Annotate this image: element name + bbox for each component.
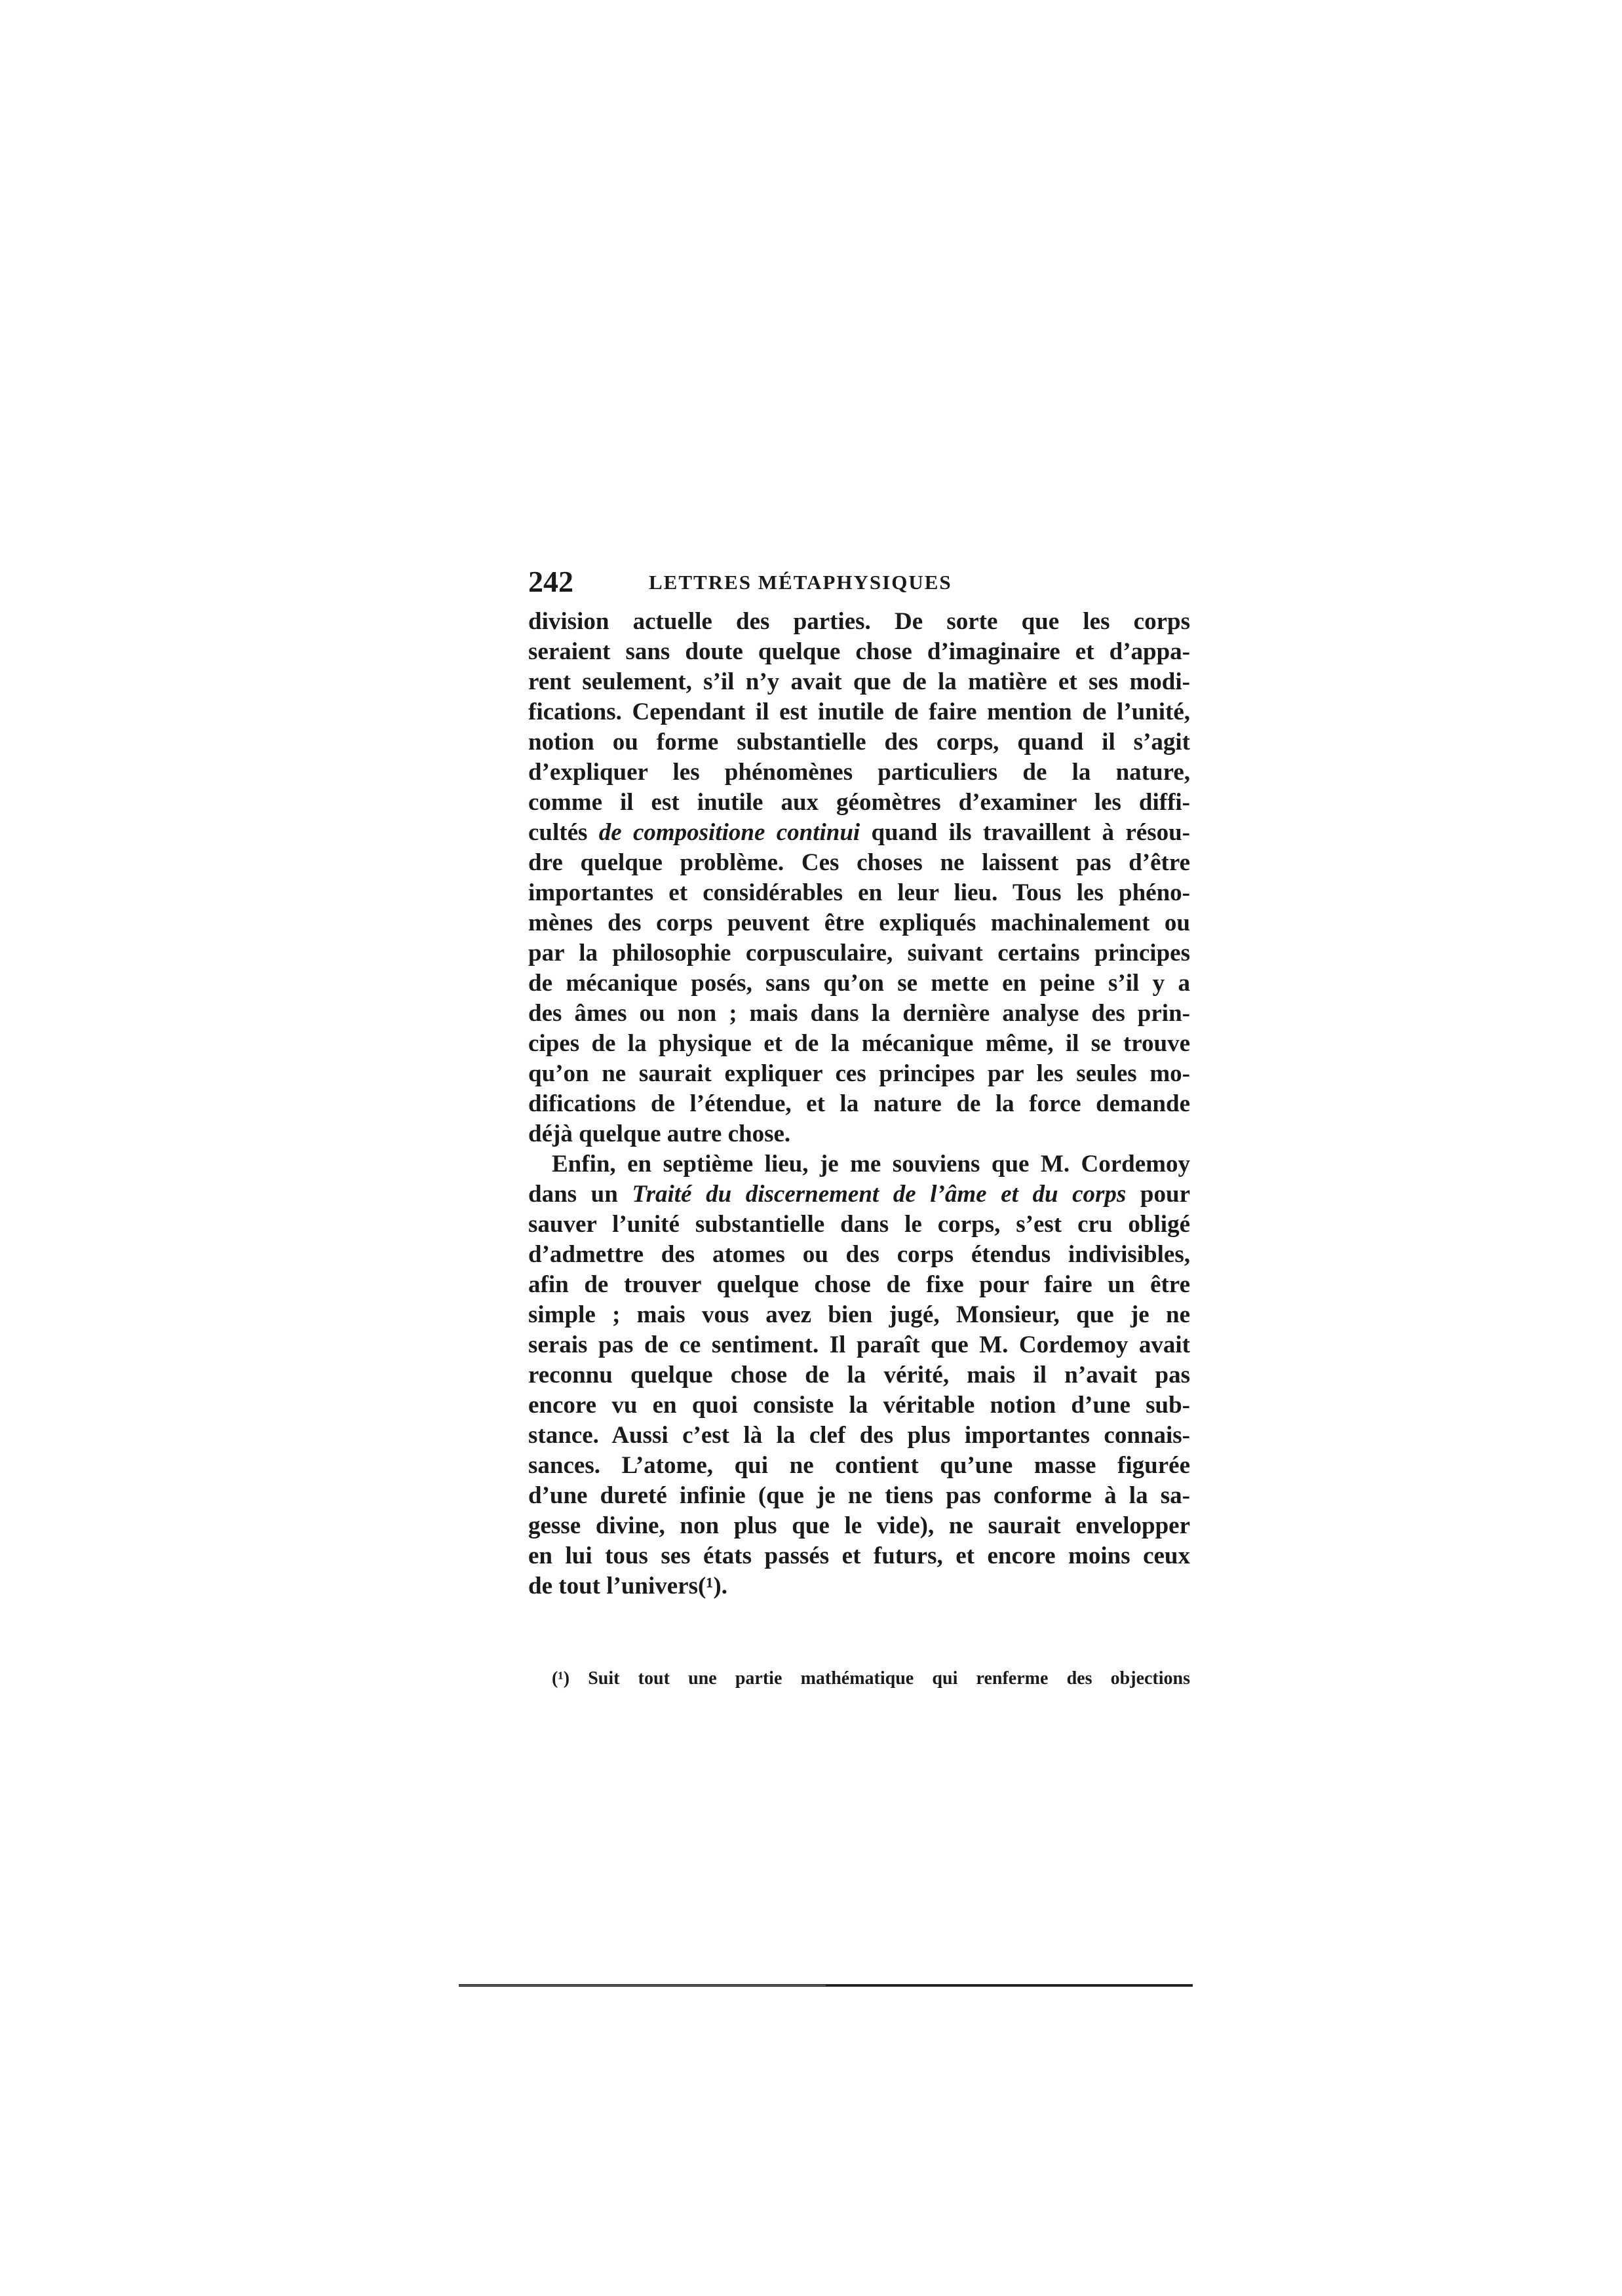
text-line: mènes des corps peuvent être expliqués machinalement ou <box>528 909 1190 936</box>
text-line: déjà quelque autre chose. <box>528 1120 791 1147</box>
text-line: encore vu en quoi consiste la véritable notion d’une sub- <box>528 1392 1190 1419</box>
text-line: d’expliquer les phénomènes particuliers de la nature, <box>528 759 1190 786</box>
page-number: 242 <box>528 565 573 598</box>
text-line: importantes et considérables en leur lieu. Tous les phéno- <box>528 879 1190 906</box>
text-line: d’une dureté infinie (que je ne tiens pas conforme à la sa- <box>528 1482 1190 1509</box>
footnote: (¹) Suit tout une partie mathématique qui renferme des objections <box>552 1668 1190 1689</box>
text-line: d’admettre des atomes ou des corps étendus indivisibles, <box>528 1241 1190 1268</box>
text-line: stance. Aussi c’est là la clef des plus importantes connais- <box>528 1422 1190 1449</box>
text-line: reconnu quelque chose de la vérité, mais il n’avait pas <box>528 1362 1190 1388</box>
text-line: par la philosophie corpusculaire, suivant certains principes <box>528 940 1190 966</box>
text-line: cipes de la physique et de la mécanique même, il se trouve <box>528 1030 1190 1057</box>
text-line: de mécanique posés, sans qu’on se mette en peine s’il y a <box>528 970 1190 997</box>
latin-phrase: de compositione continui <box>598 819 860 846</box>
text-line: en lui tous ses états passés et futurs, et encore moins ceux <box>528 1542 1190 1569</box>
text-line: des âmes ou non ; mais dans la dernière analyse des prin- <box>528 1000 1190 1027</box>
text-line: de tout l’univers(¹). <box>528 1573 727 1599</box>
text-line: qu’on ne saurait expliquer ces principes par les seules mo- <box>528 1060 1190 1087</box>
bottom-rule-shadow <box>459 1985 826 1986</box>
text-line: dans un Traité du discernement de l’âme et du corps pour <box>528 1181 1190 1208</box>
text-line: afin de trouver quelque chose de fixe pour faire un être <box>528 1271 1190 1298</box>
text-line: difications de l’étendue, et la nature de la force demande <box>528 1090 1190 1117</box>
text-line: notion ou forme substantielle des corps, quand il s’agit <box>528 729 1190 756</box>
text-line: division actuelle des parties. De sorte que les corps <box>528 608 1190 635</box>
text-line: sances. L’atome, qui ne contient qu’une masse figurée <box>528 1452 1190 1479</box>
text-line: gesse divine, non plus que le vide), ne saurait envelopper <box>528 1512 1190 1539</box>
text-line: Enfin, en septième lieu, je me souviens que M. Cordemoy <box>552 1151 1190 1177</box>
text-line: cultés de compositione continui quand ils travaillent à résou- <box>528 819 1190 846</box>
text-line: dre quelque problème. Ces choses ne laissent pas d’être <box>528 849 1190 876</box>
text-line: rent seulement, s’il n’y avait que de la matière et ses modi- <box>528 668 1190 695</box>
text-line: seraient sans doute quelque chose d’imaginaire et d’appa- <box>528 638 1190 665</box>
body-text <box>528 607 1190 1601</box>
text-line: sauver l’unité substantielle dans le corps, s’est cru obligé <box>528 1211 1190 1238</box>
running-title: LETTRES MÉTAPHYSIQUES <box>649 571 952 594</box>
running-head <box>528 562 1190 602</box>
book-title: Traité du discernement de l’âme et du corps <box>632 1181 1127 1208</box>
text-line: fications. Cependant il est inutile de faire mention de l’unité, <box>528 698 1190 725</box>
text-line: simple ; mais vous avez bien jugé, Monsieur, que je ne <box>528 1301 1190 1328</box>
text-line: serais pas de ce sentiment. Il paraît que M. Cordemoy avait <box>528 1331 1190 1358</box>
text-line: comme il est inutile aux géomètres d’examiner les diffi- <box>528 789 1190 816</box>
